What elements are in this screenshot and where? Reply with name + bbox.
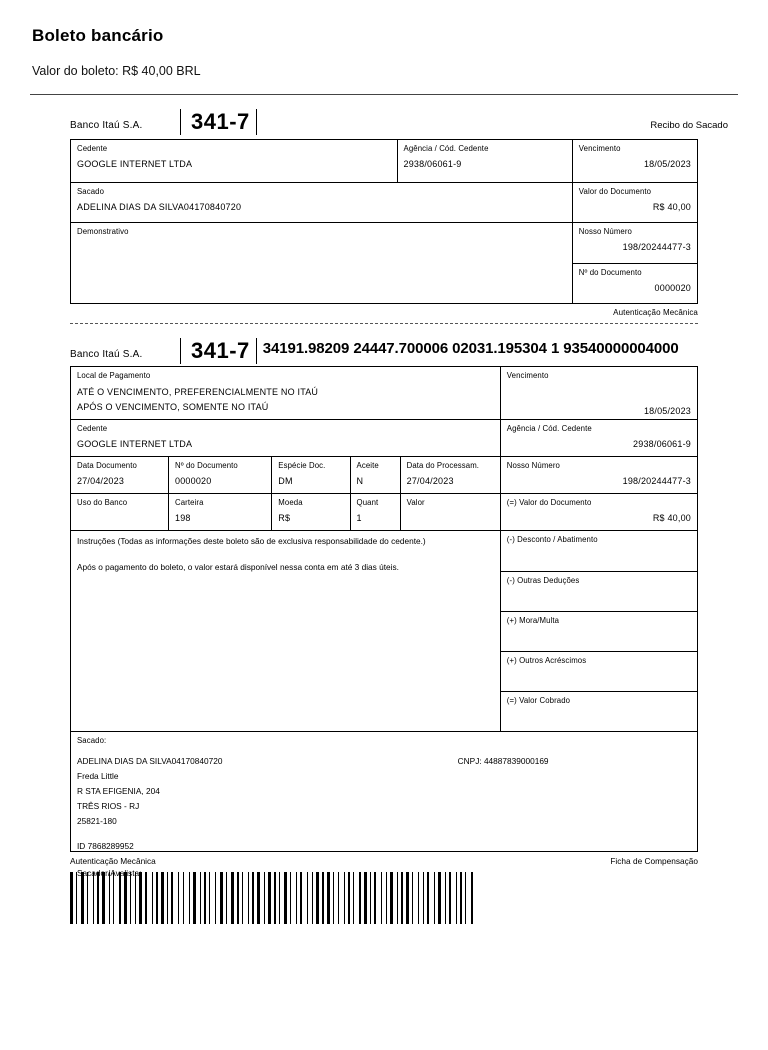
- especie-doc-label: Espécie Doc.: [278, 461, 326, 470]
- valor-label: Valor: [406, 498, 425, 507]
- bank-separator-right: [256, 109, 257, 135]
- ficha-row-documento: [71, 456, 697, 493]
- mora-multa-label: (+) Mora/Multa: [506, 616, 560, 625]
- sacado-nome: ADELINA DIAS DA SILVA04170840720: [77, 756, 223, 766]
- recibo-autenticacao: Autenticação Mecânica: [613, 308, 698, 317]
- sacado-cnpj: CNPJ: 44887839000169: [457, 756, 549, 766]
- moeda-value: R$: [278, 513, 291, 523]
- bank-separator-left: [180, 109, 181, 135]
- recibo-num-doc-value: 0000020: [654, 283, 691, 293]
- num-documento-value: 0000020: [175, 476, 212, 486]
- quant-label: Quant: [356, 498, 379, 507]
- recibo-vencimento-value: 18/05/2023: [643, 159, 691, 169]
- recibo-cedente-value: GOOGLE INTERNET LTDA: [77, 159, 193, 169]
- data-documento-label: Data Documento: [77, 461, 137, 470]
- uso-banco-cell: [71, 494, 168, 530]
- recibo-valor-doc-cell: [572, 183, 697, 222]
- recibo-cedente-label: Cedente: [77, 144, 108, 153]
- ficha-vencimento-cell: [500, 367, 697, 419]
- sacador-avalista-label: Sacador/Avalista:: [77, 868, 142, 878]
- ficha-agencia-cell: [500, 420, 697, 456]
- ficha-row-cedente: [71, 419, 697, 456]
- especie-doc-cell: [271, 457, 349, 493]
- ficha-cedente-label: Cedente: [77, 424, 108, 433]
- local-pagamento-line2: APÓS O VENCIMENTO, SOMENTE NO ITAÚ: [77, 402, 269, 412]
- quant-cell: [350, 494, 400, 530]
- recibo-nosso-numero-cell: [573, 223, 697, 263]
- recibo-row-3: [71, 222, 697, 303]
- sacado-label: Sacado:: [77, 736, 107, 745]
- data-documento-cell: [71, 457, 168, 493]
- outros-acrescimos-label: (+) Outros Acréscimos: [506, 656, 587, 665]
- outras-deducoes-cell: [501, 571, 697, 611]
- sacado-nome-row: [77, 754, 691, 769]
- recibo-sacado-label: Sacado: [77, 187, 105, 196]
- aceite-cell: [350, 457, 400, 493]
- recibo-label: Recibo do Sacado: [650, 120, 728, 131]
- sacado-endereco-linha-4: 25821-180: [77, 816, 117, 826]
- linha-digitavel: 34191.98209 24447.700006 02031.195304 1 93540000004000: [262, 340, 679, 357]
- aceite-label: Aceite: [356, 461, 379, 470]
- page-title: Boleto bancário: [32, 26, 164, 45]
- especie-doc-value: DM: [278, 476, 293, 486]
- recibo-valor-doc-value: R$ 40,00: [652, 202, 691, 212]
- sacado-endereco-linha-2: R STA EFIGENIA, 204: [77, 786, 160, 796]
- ficha-bank-name: Banco Itaú S.A.: [70, 349, 143, 360]
- recibo-sacado-value: ADELINA DIAS DA SILVA04170840720: [77, 202, 242, 212]
- recibo-cedente-cell: [71, 140, 397, 182]
- boleto-amount-text: Valor do boleto: R$ 40,00 BRL: [32, 64, 201, 78]
- quant-value: 1: [356, 513, 362, 523]
- moeda-label: Moeda: [278, 498, 303, 507]
- recibo-agencia-value: 2938/06061-9: [403, 159, 462, 169]
- aceite-value: N: [356, 476, 364, 486]
- valor-cell: [400, 494, 500, 530]
- boleto-page: [0, 26, 768, 1050]
- instrucoes-label: Instruções (Todas as informações deste boleto são de exclusiva responsabilidade do cedente.): [77, 536, 426, 546]
- instrucoes-cell: [71, 531, 500, 731]
- recibo-bank-name: Banco Itaú S.A.: [70, 120, 143, 131]
- recibo-row-2: [71, 182, 697, 222]
- ficha-row-instrucoes: [71, 530, 697, 731]
- recibo-valor-doc-label: Valor do Documento: [578, 187, 652, 196]
- ficha-row-local-pagamento: [71, 367, 697, 419]
- local-pagamento-label: Local de Pagamento: [77, 371, 151, 380]
- ficha-cedente-cell: [71, 420, 500, 456]
- ficha-nosso-numero-value: 198/20244477-3: [622, 476, 691, 486]
- desconto-cell: [501, 531, 697, 571]
- local-pagamento-line1: ATÉ O VENCIMENTO, PREFERENCIALMENTE NO ITAÚ: [77, 387, 319, 397]
- recibo-vencimento-label: Vencimento: [578, 144, 621, 153]
- data-processamento-cell: [400, 457, 500, 493]
- ficha-vencimento-value: 18/05/2023: [643, 406, 691, 416]
- sacado-endereco-linha-3: TRÊS RIOS - RJ: [77, 801, 140, 811]
- local-pagamento-cell: [71, 367, 500, 419]
- ficha-sep-right: [256, 338, 257, 364]
- data-documento-value: 27/04/2023: [77, 476, 125, 486]
- ficha-autenticacao-label: Autenticação Mecânica: [70, 856, 156, 866]
- recibo-demonstrativo-cell: [71, 223, 572, 303]
- ficha-vencimento-label: Vencimento: [506, 371, 549, 380]
- recibo-demonstrativo-label: Demonstrativo: [77, 227, 129, 236]
- num-documento-label: Nº do Documento: [175, 461, 238, 470]
- ficha-bank-code: 341-7: [191, 338, 250, 363]
- ficha-compensacao-label: Ficha de Compensação: [610, 856, 698, 866]
- recibo-row-1: [71, 140, 697, 182]
- recibo-agencia-cell: [397, 140, 572, 182]
- divider: [30, 94, 738, 95]
- num-documento-cell: [168, 457, 271, 493]
- recibo-num-doc-label: Nº do Documento: [578, 268, 642, 277]
- valor-documento-label: (=) Valor do Documento: [506, 498, 592, 507]
- carteira-label: Carteira: [175, 498, 204, 507]
- ficha-row-uso-banco: [71, 493, 697, 530]
- ficha-nosso-numero-label: Nosso Número: [506, 461, 560, 470]
- outras-deducoes-label: (-) Outras Deduções: [506, 576, 580, 585]
- ficha-totais-stack: [500, 531, 697, 731]
- desconto-label: (-) Desconto / Abatimento: [506, 535, 598, 544]
- uso-banco-label: Uso do Banco: [77, 498, 128, 507]
- sacado-id: ID 7868289952: [77, 841, 134, 851]
- ficha-sep-left: [180, 338, 181, 364]
- recibo-bank-header: [30, 105, 738, 135]
- ficha-agencia-label: Agência / Cód. Cedente: [506, 424, 592, 433]
- recibo-nosso-numero-value: 198/20244477-3: [622, 242, 691, 252]
- recibo-sacado-cell: [71, 183, 572, 222]
- recibo-bank-code: 341-7: [191, 109, 250, 134]
- recibo-nosso-numero-label: Nosso Número: [578, 227, 632, 236]
- recibo-num-doc-cell: [573, 263, 697, 302]
- sacado-endereco-linha-1: Freda Little: [77, 771, 119, 781]
- recibo-vencimento-cell: [572, 140, 697, 182]
- cut-line: [70, 323, 698, 324]
- carteira-cell: [168, 494, 271, 530]
- valor-documento-value: R$ 40,00: [652, 513, 691, 523]
- valor-documento-cell: [500, 494, 697, 530]
- recibo-block: [70, 139, 698, 304]
- valor-cobrado-label: (=) Valor Cobrado: [506, 696, 571, 705]
- ficha-bank-header: [30, 334, 738, 364]
- ficha-agencia-value: 2938/06061-9: [633, 439, 691, 449]
- moeda-cell: [271, 494, 349, 530]
- recibo-agencia-label: Agência / Cód. Cedente: [403, 144, 489, 153]
- ficha-cedente-value: GOOGLE INTERNET LTDA: [77, 439, 193, 449]
- data-processamento-label: Data do Processam.: [406, 461, 480, 470]
- instrucoes-texto: Após o pagamento do boleto, o valor estará disponível nessa conta em até 3 dias úteis.: [77, 562, 399, 572]
- outros-acrescimos-cell: [501, 651, 697, 691]
- mora-multa-cell: [501, 611, 697, 651]
- recibo-right-stack: [572, 223, 697, 303]
- valor-cobrado-cell: [501, 691, 697, 730]
- data-processamento-value: 27/04/2023: [406, 476, 454, 486]
- ficha-nosso-numero-cell: [500, 457, 697, 493]
- ficha-footer: [70, 856, 698, 866]
- carteira-value: 198: [175, 513, 191, 523]
